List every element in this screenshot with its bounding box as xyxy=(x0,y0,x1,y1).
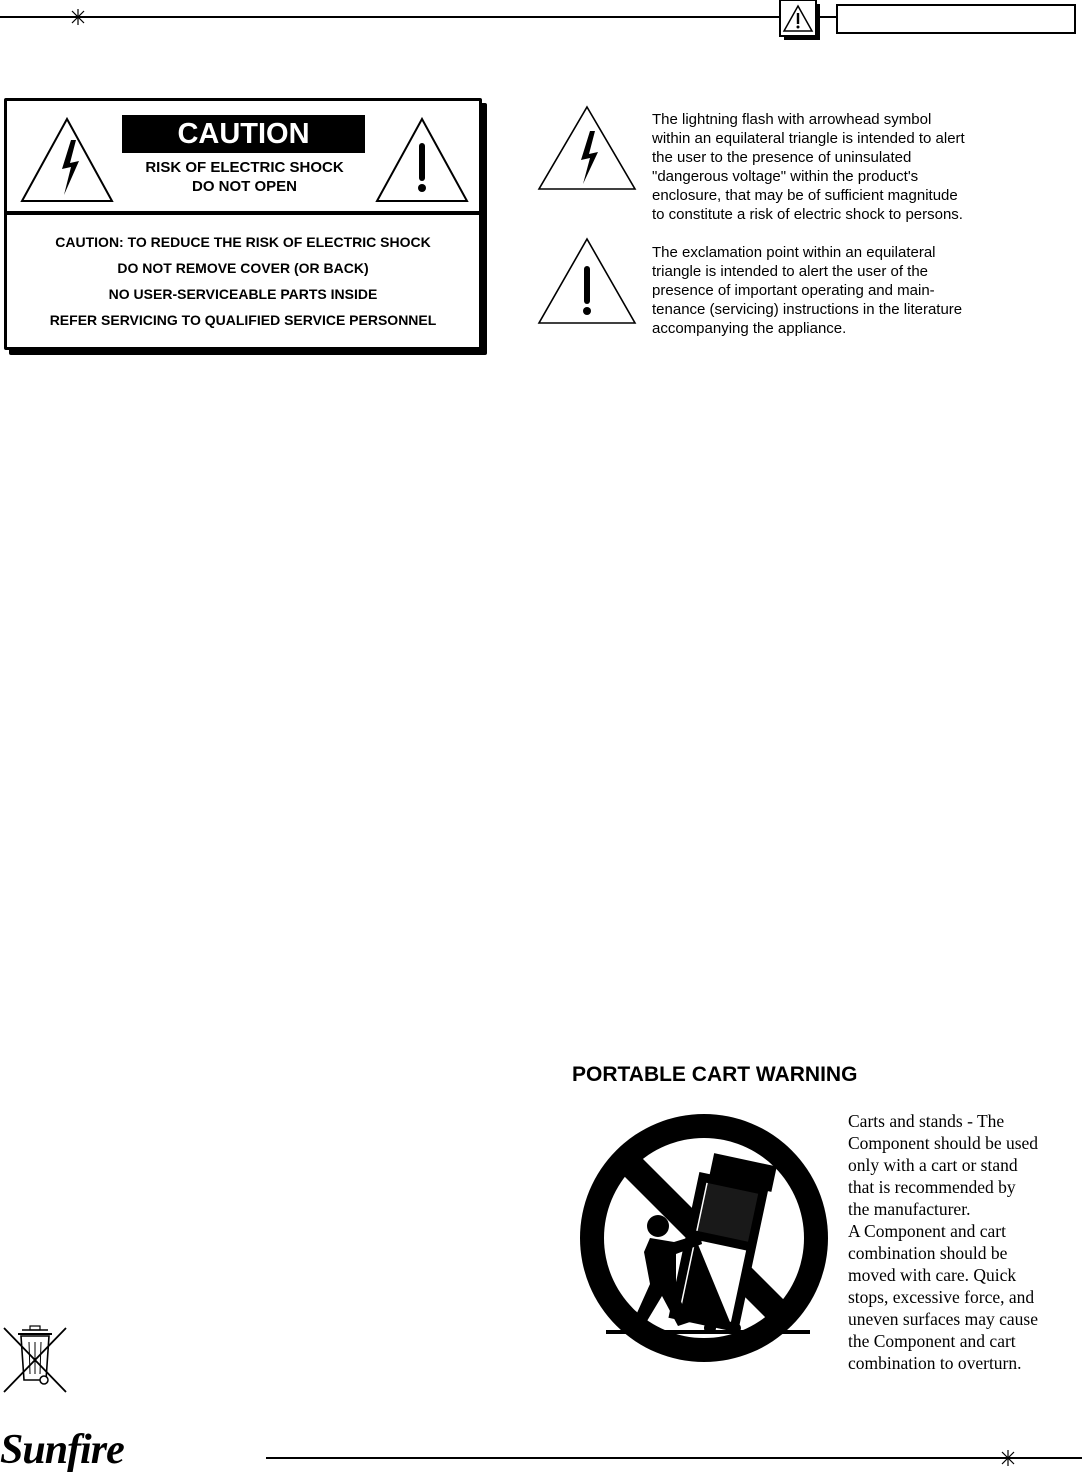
lightning-triangle-icon xyxy=(536,104,638,192)
cart-warning-line: combination to overturn. xyxy=(848,1353,1022,1373)
caution-line-2: DO NOT REMOVE COVER (OR BACK) xyxy=(117,260,369,276)
cart-warning-line: the manufacturer. xyxy=(848,1199,971,1219)
caution-lightning-icon xyxy=(18,115,116,205)
exclamation-triangle-icon xyxy=(536,236,638,326)
footer-rule xyxy=(260,1448,1082,1468)
header-label-box xyxy=(836,4,1076,34)
caution-exclamation-icon xyxy=(373,115,471,205)
caution-line-1: CAUTION: TO REDUCE THE RISK OF ELECTRIC SHOCK xyxy=(55,234,431,250)
lightning-explanation-line: "dangerous voltage" within the product's xyxy=(652,168,919,185)
cart-warning-heading: PORTABLE CART WARNING xyxy=(572,1063,858,1086)
exclamation-explanation-line: presence of important operating and main- xyxy=(652,282,935,299)
header-star-ornament xyxy=(70,9,86,25)
cart-warning-line: A Component and cart xyxy=(848,1221,1006,1241)
header-warning-icon xyxy=(780,0,820,40)
caution-line-4: REFER SERVICING TO QUALIFIED SERVICE PERSONNEL xyxy=(49,312,437,328)
caution-subtitle-1: RISK OF ELECTRIC SHOCK xyxy=(145,159,344,176)
lightning-explanation-line: the user to the presence of uninsulated xyxy=(652,149,912,166)
lightning-explanation xyxy=(652,110,1032,224)
exclamation-explanation-line: tenance (servicing) instructions in the literature xyxy=(652,301,963,318)
cart-warning-line: the Component and cart xyxy=(848,1331,1016,1351)
cart-warning-line: that is recommended by xyxy=(848,1177,1016,1197)
exclamation-explanation-line: accompanying the appliance. xyxy=(652,320,847,337)
cart-warning-line: Carts and stands - The xyxy=(848,1111,1005,1131)
lightning-explanation-line: to constitute a risk of electric shock to persons. xyxy=(652,206,963,223)
caution-divider xyxy=(7,211,479,215)
brand-logo: Sunfire xyxy=(0,1427,124,1473)
exclamation-explanation-line: The exclamation point within an equilateral xyxy=(652,244,936,261)
cart-warning-line: stops, excessive force, and xyxy=(848,1287,1035,1307)
cart-warning-line: moved with care. Quick xyxy=(848,1265,1017,1285)
lightning-explanation-line: enclosure, that may be of sufficient magnitude xyxy=(652,187,958,204)
exclamation-explanation-line: triangle is intended to alert the user of the xyxy=(652,263,929,280)
exclamation-explanation xyxy=(652,243,1032,338)
weee-bin-icon xyxy=(0,1324,70,1396)
caution-label xyxy=(4,98,482,350)
caution-subtitle-2: DO NOT OPEN xyxy=(191,178,297,195)
cart-warning-line: Component should be used xyxy=(848,1133,1039,1153)
lightning-explanation-line: The lightning flash with arrowhead symbol xyxy=(652,111,932,128)
cart-warning-text xyxy=(848,1110,1078,1374)
footer-star-ornament xyxy=(1000,1450,1016,1466)
caution-line-3: NO USER-SERVICEABLE PARTS INSIDE xyxy=(108,286,378,302)
cart-warning-line: combination should be xyxy=(848,1243,1008,1263)
cart-warning-line: uneven surfaces may cause xyxy=(848,1309,1038,1329)
cart-tipover-icon xyxy=(578,1112,834,1364)
cart-warning-line: only with a cart or stand xyxy=(848,1155,1018,1175)
lightning-explanation-line: within an equilateral triangle is intended to alert xyxy=(652,130,965,147)
caution-title: CAUTION xyxy=(122,115,365,153)
